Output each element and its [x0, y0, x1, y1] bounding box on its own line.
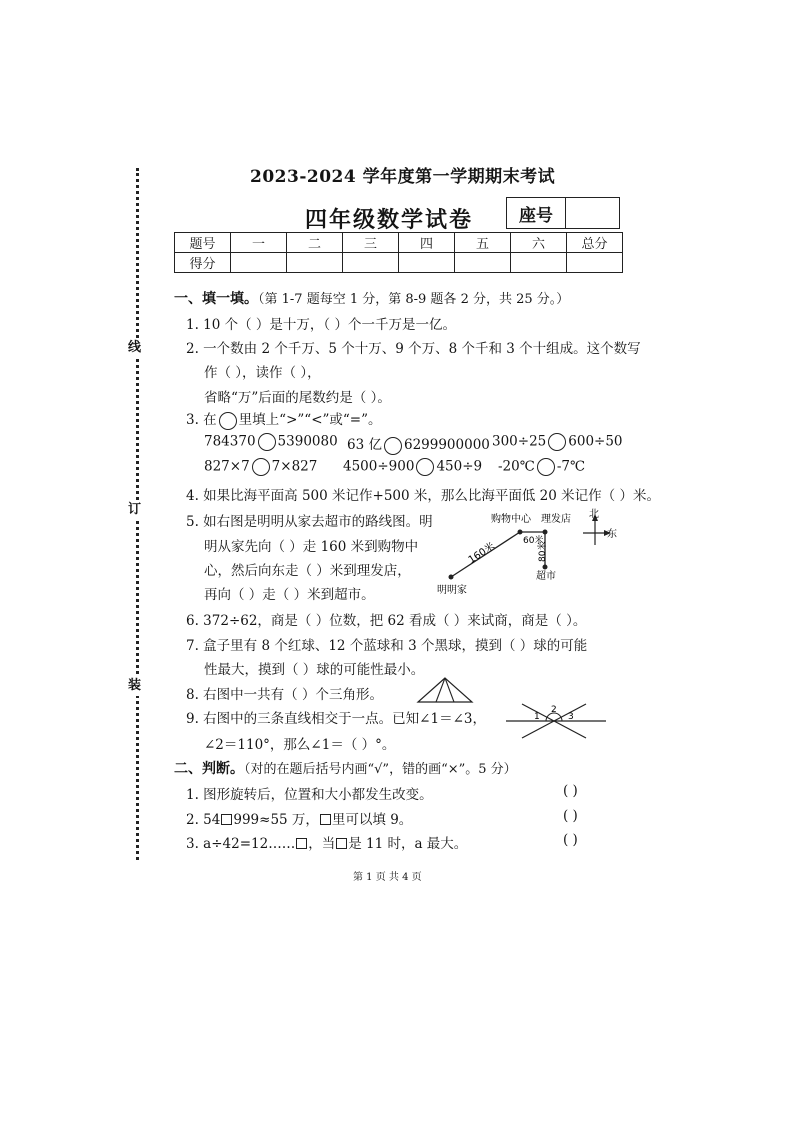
question-6: 6. 372÷62，商是（ ）位数，把 62 看成（ ）来试商，商是（ ）。 — [186, 613, 587, 629]
compare-circle[interactable] — [416, 458, 434, 476]
score-header-cell: 总分 — [567, 233, 623, 253]
score-cell[interactable] — [455, 253, 511, 273]
label-shopping-center: 购物中心 — [491, 514, 531, 525]
question-3-post: 里填上“>”“<”或“=”。 — [238, 412, 382, 428]
binding-char-line: 线 — [128, 338, 141, 358]
section1-note: （第 1-7 题每空 1 分，第 8-9 题各 2 分，共 25 分。） — [258, 292, 570, 307]
label-barber: 理发店 — [541, 514, 571, 525]
judge-1-answer[interactable]: ( ) — [563, 783, 578, 799]
question-3 — [186, 408, 382, 430]
label-east: 东 — [607, 529, 617, 540]
angle-1-label: 1 — [534, 712, 540, 722]
score-table-score-row — [175, 253, 623, 273]
section2-title: 二、判断。 — [174, 761, 244, 777]
angle-3-label: 3 — [568, 712, 574, 722]
judge-2-part1: 2. 54 — [186, 812, 221, 828]
score-header-cell: 题号 — [175, 233, 231, 253]
compare-item — [343, 458, 482, 476]
label-60m: 60米 — [523, 536, 544, 546]
label-north: 北 — [589, 509, 599, 520]
question-1: 1. 10 个（ ）是十万，（ ）个一千万是一亿。 — [186, 317, 456, 333]
compare-circle[interactable] — [252, 458, 270, 476]
compare-right: 7×827 — [271, 458, 318, 475]
question-2-line2: 作（ ），读作（ ）， — [204, 365, 321, 381]
question-4: 4. 如果比海平面高 500 米记作+500 米，那么比海平面低 20 米记作（ ）米。 — [186, 488, 660, 504]
compare-item — [492, 433, 623, 451]
question-5-line3: 心，然后向东走（ ）米到理发店， — [204, 563, 411, 579]
home-point — [449, 575, 454, 580]
mall-point — [518, 530, 523, 535]
section2-heading — [174, 758, 517, 778]
judge-2-part2: 999≈55 万， — [233, 812, 319, 828]
score-cell[interactable] — [399, 253, 455, 273]
score-cell[interactable] — [567, 253, 623, 273]
judge-2 — [186, 808, 412, 828]
judge-3 — [186, 832, 467, 852]
compare-left: 784370 — [204, 433, 256, 450]
section2-note: （对的在题后括号内画“√”，错的画“×”。5 分） — [244, 762, 517, 777]
compare-right: 6299900000 — [403, 437, 490, 453]
question-5-line1: 5. 如右图是明明从家去超市的路线图。明 — [186, 514, 433, 530]
compare-item — [204, 458, 317, 476]
blank-square-icon — [336, 838, 347, 849]
triangle-figure — [416, 676, 474, 704]
question-8: 8. 右图中一共有（ ）个三角形。 — [186, 687, 383, 703]
blank-square-icon — [221, 814, 232, 825]
market-point — [543, 565, 548, 570]
compare-right: 450÷9 — [436, 458, 483, 475]
judge-2-part3: 里可以填 9。 — [331, 812, 413, 828]
compare-right: 5390080 — [277, 433, 338, 450]
compare-left: 827×7 — [204, 458, 250, 475]
compare-item — [347, 433, 490, 455]
blank-square-icon — [320, 814, 331, 825]
question-5-line2: 明从家先向（ ）走 160 米到购物中 — [204, 539, 419, 555]
score-table-header-row — [175, 233, 623, 253]
compare-left: 63 亿 — [347, 437, 382, 453]
compare-circle[interactable] — [548, 433, 566, 451]
judge-3-answer[interactable]: ( ) — [563, 832, 578, 848]
compare-right: 600÷50 — [568, 433, 623, 450]
question-2-line3: 省略“万”后面的尾数约是（ ）。 — [204, 390, 391, 406]
judge-1: 1. 图形旋转后，位置和大小都发生改变。 — [186, 787, 433, 803]
compare-circle-icon — [219, 412, 237, 430]
compare-left: -20℃ — [498, 458, 535, 475]
blank-square-icon — [296, 838, 307, 849]
score-header-cell: 三 — [343, 233, 399, 253]
compare-circle[interactable] — [258, 433, 276, 451]
angle-2-label: 2 — [551, 705, 557, 715]
score-row-label: 得分 — [175, 253, 231, 273]
section1-title: 一、填一填。 — [174, 291, 258, 307]
route-map-diagram — [435, 505, 625, 600]
label-80m: 80米 — [538, 541, 548, 562]
score-header-cell: 六 — [511, 233, 567, 253]
outer-triangle — [418, 678, 472, 702]
compare-item — [204, 433, 338, 451]
question-9-line2: ∠2＝110°，那么∠1＝（ ）°。 — [204, 737, 396, 753]
score-cell[interactable] — [343, 253, 399, 273]
seat-blank[interactable] — [566, 198, 619, 228]
question-9-line1: 9. 右图中的三条直线相交于一点。已知∠1＝∠3， — [186, 711, 486, 727]
barber-point — [543, 530, 548, 535]
score-cell[interactable] — [231, 253, 287, 273]
compare-left: 300÷25 — [492, 433, 547, 450]
question-3-pre: 3. 在 — [186, 412, 217, 428]
compare-right: -7℃ — [556, 458, 586, 475]
judge-2-answer[interactable]: ( ) — [563, 808, 578, 824]
exam-title: 2023-2024 学年度第一学期期末考试 — [250, 167, 556, 187]
page-footer: 第 1 页 共 4 页 — [353, 872, 422, 883]
binding-char-bind: 订 — [128, 500, 141, 520]
seat-label: 座号 — [507, 198, 566, 228]
angle-lines-figure — [504, 700, 608, 742]
compare-circle[interactable] — [537, 458, 555, 476]
question-5-line4: 再向（ ）走（ ）米到超市。 — [204, 587, 375, 603]
seat-number-box — [506, 197, 620, 229]
score-header-cell: 五 — [455, 233, 511, 253]
section1-heading — [174, 288, 569, 308]
exam-subtitle: 四年级数学试卷 — [305, 207, 474, 233]
question-2-line1: 2. 一个数由 2 个千万、5 个十万、9 个万、8 个千和 3 个十组成。这个数写 — [186, 341, 641, 357]
score-table — [174, 232, 623, 273]
score-cell[interactable] — [511, 253, 567, 273]
score-header-cell: 二 — [287, 233, 343, 253]
question-7-line2: 性最大，摸到（ ）球的可能性最小。 — [204, 662, 425, 678]
score-header-cell: 四 — [399, 233, 455, 253]
question-7-line1: 7. 盒子里有 8 个红球、12 个蓝球和 3 个黑球，摸到（ ）球的可能 — [186, 638, 588, 654]
compare-item — [498, 458, 585, 476]
compare-circle[interactable] — [384, 437, 402, 455]
label-160m: 160米 — [466, 540, 498, 567]
score-cell[interactable] — [287, 253, 343, 273]
judge-3-part1: 3. a÷42=12…… — [186, 836, 296, 852]
label-home: 明明家 — [437, 585, 467, 596]
compare-left: 4500÷900 — [343, 458, 415, 475]
binding-char-install: 装 — [128, 676, 141, 696]
score-header-cell: 一 — [231, 233, 287, 253]
judge-3-part3: 是 11 时，a 最大。 — [348, 836, 468, 852]
label-market: 超市 — [536, 571, 556, 582]
judge-3-part2: ，当 — [308, 836, 336, 852]
